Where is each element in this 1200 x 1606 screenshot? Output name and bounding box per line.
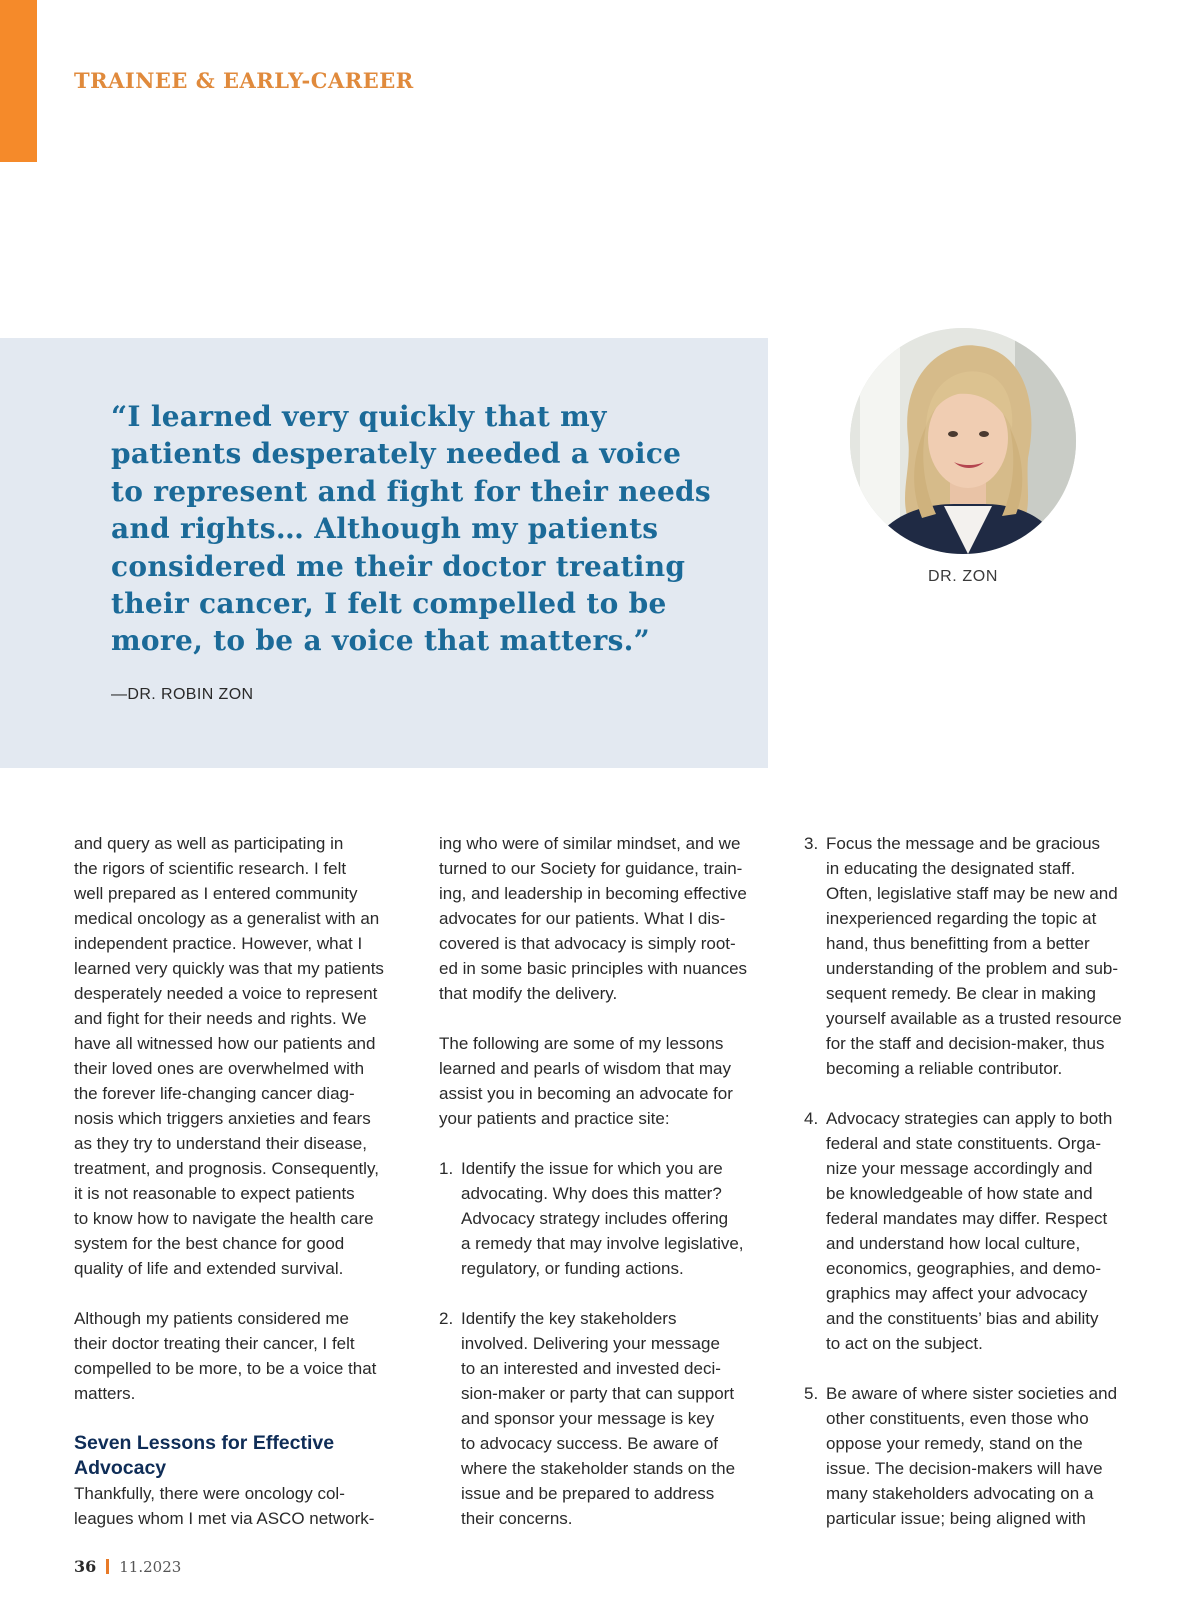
quote-line: “I learned very quickly that my [111,400,607,433]
quote-line: to represent and fight for their needs [111,474,712,508]
text-line: be knowledgeable of how state and [826,1184,1093,1203]
section-label: TRAINEE & EARLY-CAREER [74,68,414,93]
text-line: ing, and leadership in becoming effective [439,884,747,903]
text-line: where the stakeholder stands on the [461,1459,736,1478]
pull-quote-text [111,398,711,660]
issue-date: 11.2023 [119,1558,182,1576]
text-line: their concerns. [461,1509,573,1528]
text-line: the forever life-changing cancer diag- [74,1084,355,1103]
quote-line: their cancer, I felt compelled to be [111,587,667,621]
lesson-item-5 [804,1381,1149,1531]
text-line: quality of life and extended survival. [74,1259,344,1278]
text-line: Focus the message and be gracious [826,834,1101,853]
text-line: Identify the issue for which you are [461,1159,723,1178]
text-line: turned to our Society for guidance, train- [439,859,743,878]
text-line: that modify the delivery. [439,984,618,1003]
text-line: leagues whom I met via ASCO network- [74,1509,375,1528]
text-line: other constituents, even those who [826,1409,1089,1428]
text-line: regulatory, or funding actions. [461,1259,684,1278]
text-line: issue. The decision-makers will have [826,1459,1103,1478]
text-line: and sponsor your message is key [461,1409,715,1428]
body-column-3 [804,831,1149,1531]
text-line: Although my patients considered me [74,1309,349,1328]
text-line: hand, thus benefitting from a better [826,934,1090,953]
quote-line: and rights… Although my patients [111,512,659,546]
text-line: to advocacy success. Be aware of [461,1434,719,1453]
text-line: their doctor treating their cancer, I felt [74,1334,355,1353]
text-line: and query as well as participating in [74,834,344,853]
portrait-photo [850,328,1076,554]
text-line: involved. Delivering your message [461,1334,720,1353]
portrait-caption: DR. ZON [928,568,998,585]
text-line: sion-maker or party that can support [461,1384,735,1403]
text-line: graphics may affect your advocacy [826,1284,1088,1303]
text-line: and understand how local culture, [826,1234,1081,1253]
body-column-1 [74,831,419,1531]
text-line: The following are some of my lessons [439,1034,724,1053]
text-line: advocating. Why does this matter? [461,1184,722,1203]
paragraph [74,1306,419,1406]
text-line: as they try to understand their disease, [74,1134,367,1153]
text-line: Be aware of where sister societies and [826,1384,1118,1403]
text-line: ed in some basic principles with nuances [439,959,748,978]
heading-line: Seven Lessons for Effective [74,1432,335,1454]
text-line: many stakeholders advocating on a [826,1484,1094,1503]
text-line: compelled to be more, to be a voice that [74,1359,377,1378]
quote-line: considered me their doctor treating [111,549,686,583]
text-line: federal mandates may differ. Respect [826,1209,1108,1228]
section-heading [74,1431,419,1481]
text-line: and the constituents’ bias and ability [826,1309,1099,1328]
text-line: to an interested and invested deci- [461,1359,721,1378]
text-line: becoming a reliable contributor. [826,1059,1063,1078]
text-line: treatment, and prognosis. Consequently, [74,1159,379,1178]
text-line: medical oncology as a generalist with an [74,909,380,928]
text-line: learned and pearls of wisdom that may [439,1059,731,1078]
heading-line: Advocacy [74,1457,167,1479]
text-line: inexperienced regarding the topic at [826,909,1097,928]
text-line: economics, geographies, and demo- [826,1259,1101,1278]
text-line: Thankfully, there were oncology col- [74,1484,345,1503]
text-line: ing who were of similar mindset, and we [439,834,741,853]
text-line: sequent remedy. Be clear in making [826,984,1096,1003]
text-line: learned very quickly was that my patients [74,959,384,978]
text-line: oppose your remedy, stand on the [826,1434,1083,1453]
text-line: have all witnessed how our patients and [74,1034,376,1053]
text-line: federal and state constituents. Orga- [826,1134,1101,1153]
pull-quote-box [0,338,768,768]
text-line: independent practice. However, what I [74,934,363,953]
text-line: in educating the designated staff. [826,859,1076,878]
quote-line: patients desperately needed a voice [111,437,682,471]
text-line: it is not reasonable to expect patients [74,1184,355,1203]
page-number: 36 [74,1557,97,1576]
list-number: 1. [439,1159,454,1178]
text-line: Often, legislative staff may be new and [826,884,1118,903]
text-line: covered is that advocacy is simply root- [439,934,736,953]
paragraph [439,1031,784,1131]
lesson-item-2 [439,1306,784,1531]
portrait-illustration [850,328,1076,554]
text-line: to act on the subject. [826,1334,983,1353]
quote-line: more, to be a voice that matters.” [111,624,651,658]
quote-attribution: —DR. ROBIN ZON [111,686,254,703]
text-line: your patients and practice site: [439,1109,670,1128]
text-line: well prepared as I entered community [74,884,358,903]
text-line: desperately needed a voice to represent [74,984,378,1003]
text-line: Advocacy strategies can apply to both [826,1109,1113,1128]
text-line: assist you in becoming an advocate for [439,1084,733,1103]
text-line: system for the best chance for good [74,1234,345,1253]
text-line: for the staff and decision-maker, thus [826,1034,1105,1053]
lesson-item-3 [804,831,1149,1081]
text-line: nize your message accordingly and [826,1159,1093,1178]
text-line: advocates for our patients. What I dis- [439,909,726,928]
text-line: their loved ones are overwhelmed with [74,1059,365,1078]
paragraph [74,1481,419,1531]
list-number: 3. [804,834,819,853]
text-line: Advocacy strategy includes offering [461,1209,729,1228]
text-line: yourself available as a trusted resource [826,1009,1122,1028]
text-line: to know how to navigate the health care [74,1209,374,1228]
page-footer [74,1557,181,1576]
text-line: a remedy that may involve legislative, [461,1234,744,1253]
text-line: matters. [74,1384,136,1403]
paragraph [74,831,419,1281]
text-line: nosis which triggers anxieties and fears [74,1109,371,1128]
text-line: understanding of the problem and sub- [826,959,1119,978]
footer-separator [106,1559,109,1574]
text-line: issue and be prepared to address [461,1484,715,1503]
lesson-item-1 [439,1156,784,1281]
text-line: particular issue; being aligned with [826,1509,1086,1528]
list-number: 2. [439,1309,454,1328]
accent-bar [0,0,37,162]
paragraph [439,831,784,1006]
text-line: the rigors of scientific research. I felt [74,859,347,878]
list-number: 5. [804,1384,819,1403]
text-line: and fight for their needs and rights. We [74,1009,367,1028]
text-line: Identify the key stakeholders [461,1309,677,1328]
list-number: 4. [804,1109,819,1128]
lesson-item-4 [804,1106,1149,1356]
body-column-2 [439,831,784,1531]
